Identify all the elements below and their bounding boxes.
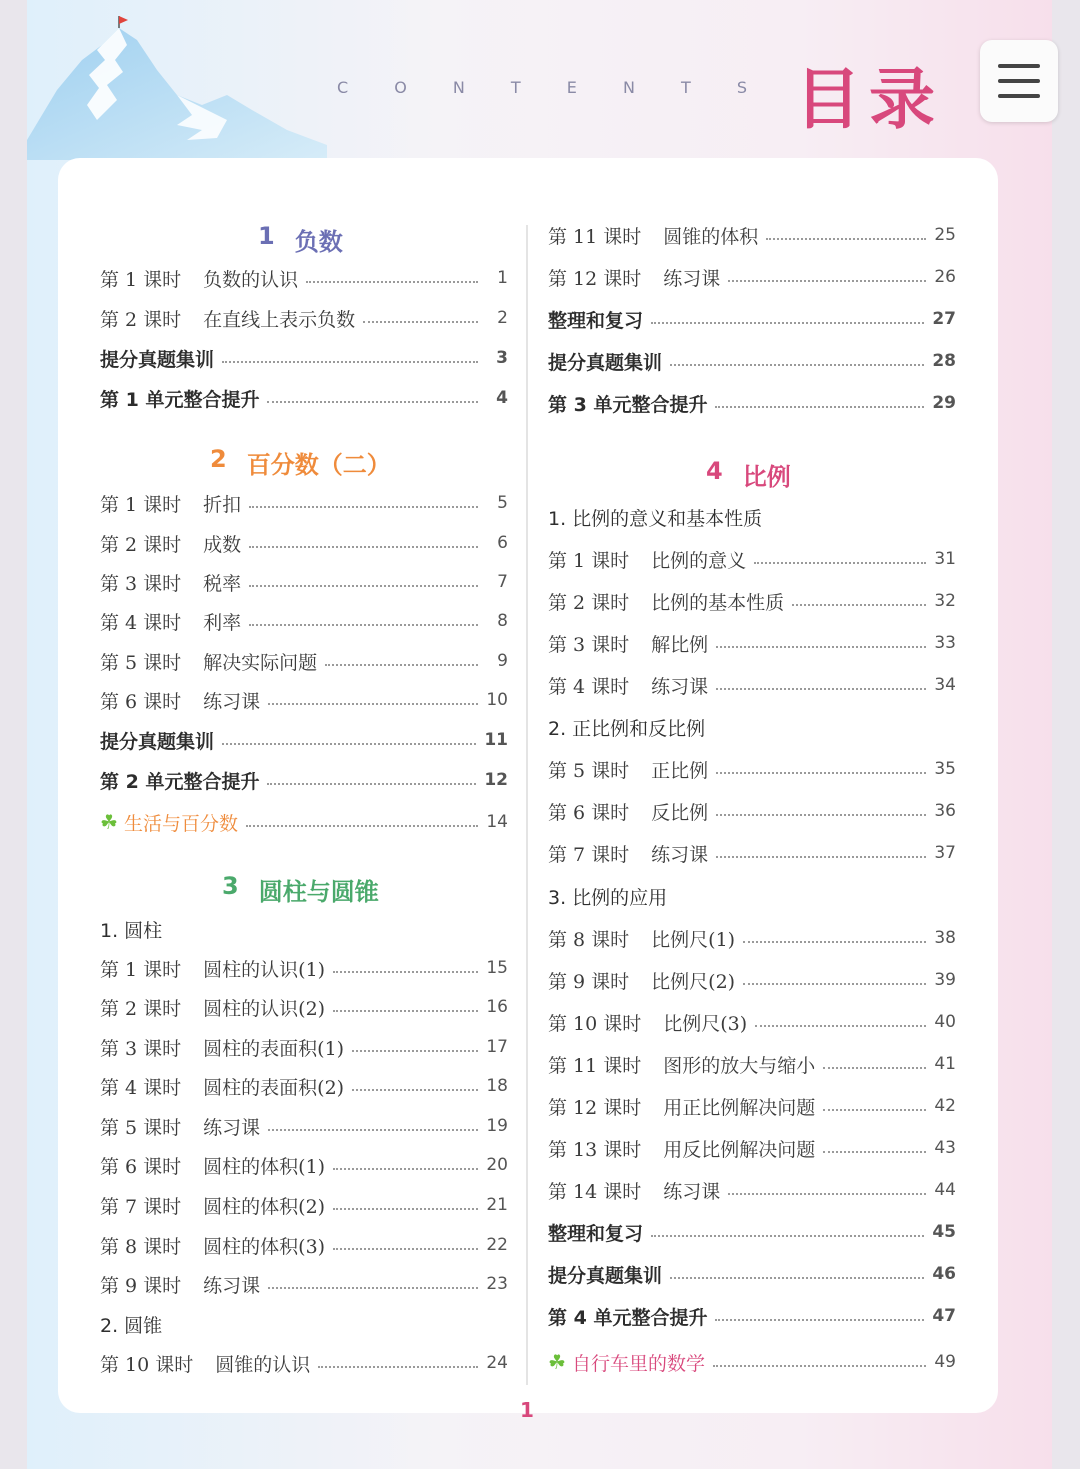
contents-letter: E xyxy=(566,78,577,97)
subsection-heading: 1. 圆柱 xyxy=(100,920,163,942)
toc-entry-page: 33 xyxy=(934,633,956,653)
toc-entry[interactable] xyxy=(100,1232,508,1258)
toc-entry-page: 39 xyxy=(934,970,956,990)
toc-entry-label: 第 3 课时 xyxy=(548,633,630,656)
toc-entry[interactable] xyxy=(548,1219,956,1245)
toc-entry[interactable] xyxy=(100,385,508,411)
toc-entry-title: 成数 xyxy=(203,533,242,556)
toc-entry[interactable] xyxy=(100,955,508,981)
toc-entry-page: 41 xyxy=(934,1054,956,1074)
toc-entry-title: 比例尺(3) xyxy=(663,1012,748,1035)
toc-entry[interactable] xyxy=(548,1261,956,1287)
toc-entry-title: 练习课 xyxy=(651,843,709,866)
toc-entry-label: 第 12 课时 xyxy=(548,1096,642,1119)
toc-entry-page: 17 xyxy=(486,1037,508,1057)
dot-leader xyxy=(728,280,926,282)
sprout-icon: ☘ xyxy=(100,810,118,834)
dot-leader xyxy=(766,238,926,240)
toc-entry-title: 圆锥的认识 xyxy=(215,1353,311,1376)
toc-entry[interactable] xyxy=(548,1093,956,1119)
toc-entry[interactable] xyxy=(548,222,956,248)
contents-letter: N xyxy=(452,78,465,97)
dot-leader xyxy=(728,1193,926,1195)
toc-entry-page: 16 xyxy=(486,997,508,1017)
toc-entry[interactable] xyxy=(548,1349,956,1375)
toc-entry-title: 比例的意义 xyxy=(651,549,747,572)
dot-leader xyxy=(716,646,926,648)
toc-entry-label: 第 4 课时 xyxy=(100,1076,182,1099)
dot-leader xyxy=(352,1050,478,1052)
dot-leader xyxy=(715,1319,924,1321)
toc-entry-page: 22 xyxy=(486,1235,508,1255)
toc-entry-page: 40 xyxy=(934,1012,956,1032)
mountain-illustration xyxy=(27,0,327,160)
contents-letter: O xyxy=(394,78,407,97)
toc-entry-label: 第 6 课时 xyxy=(548,801,630,824)
toc-entry-label: 第 13 课时 xyxy=(548,1138,642,1161)
toc-entry-label: 第 7 课时 xyxy=(100,1195,182,1218)
toc-entry-label: 生活与百分数 xyxy=(123,812,238,835)
toc-entry-page: 11 xyxy=(484,730,508,750)
unit-name: 圆柱与圆锥 xyxy=(258,878,379,906)
contents-letters xyxy=(337,78,747,97)
toc-entry-page: 29 xyxy=(932,393,956,413)
toc-entry-page: 4 xyxy=(496,388,508,408)
toc-entry[interactable] xyxy=(100,1152,508,1178)
toc-entry-label: 第 11 课时 xyxy=(548,1054,642,1077)
unit-number: 2 xyxy=(210,445,227,473)
toc-entry-label: 第 10 课时 xyxy=(548,1012,642,1035)
dot-leader xyxy=(792,604,926,606)
toc-entry-page: 37 xyxy=(934,843,956,863)
page-number: 1 xyxy=(520,1398,534,1422)
hamburger-menu-icon[interactable] xyxy=(980,40,1058,122)
toc-entry-page: 5 xyxy=(497,493,508,513)
contents-letter: S xyxy=(736,78,747,97)
toc-entry-title: 用反比例解决问题 xyxy=(663,1138,816,1161)
toc-entry-label: 第 4 课时 xyxy=(100,611,182,634)
toc-entry-page: 26 xyxy=(934,267,956,287)
toc-entry[interactable] xyxy=(548,630,956,656)
toc-entry-page: 38 xyxy=(934,928,956,948)
toc-entry[interactable] xyxy=(548,840,956,866)
toc-entry-page: 32 xyxy=(934,591,956,611)
toc-entry-label: 提分真题集训 xyxy=(100,348,215,371)
toc-entry-label: 第 8 课时 xyxy=(548,928,630,951)
dot-leader xyxy=(249,624,478,626)
toc-entry-title: 图形的放大与缩小 xyxy=(663,1054,816,1077)
dot-leader xyxy=(249,585,478,587)
toc-entry-page: 35 xyxy=(934,759,956,779)
toc-entry[interactable] xyxy=(548,588,956,614)
toc-entry-title: 圆柱的体积(2) xyxy=(203,1195,326,1218)
toc-entry-label: 第 7 课时 xyxy=(548,843,630,866)
toc-entry-page: 3 xyxy=(496,348,508,368)
toc-entry-page: 10 xyxy=(486,690,508,710)
toc-entry-label: 第 3 课时 xyxy=(100,572,182,595)
unit-number: 1 xyxy=(258,222,275,250)
dot-leader xyxy=(651,322,924,324)
toc-entry-page: 43 xyxy=(934,1138,956,1158)
dot-leader xyxy=(268,703,478,705)
toc-entry[interactable] xyxy=(100,994,508,1020)
toc-entry[interactable] xyxy=(100,490,508,516)
toc-entry-page: 1 xyxy=(497,268,508,288)
toc-entry-label: 第 6 课时 xyxy=(100,1155,182,1178)
toc-entry[interactable] xyxy=(100,648,508,674)
dot-leader xyxy=(333,1248,478,1250)
toc-entry-label: 第 9 课时 xyxy=(548,970,630,993)
toc-entry-label: 第 2 课时 xyxy=(100,997,182,1020)
contents-letter: N xyxy=(622,78,635,97)
contents-letter: C xyxy=(337,78,349,97)
dot-leader xyxy=(246,825,478,827)
toc-entry-label: 提分真题集训 xyxy=(548,351,663,374)
unit-heading-2 xyxy=(210,445,391,480)
dot-leader xyxy=(363,321,478,323)
toc-entry-label: 第 2 单元整合提升 xyxy=(100,770,260,793)
dot-leader xyxy=(823,1151,926,1153)
toc-entry-label: 第 12 课时 xyxy=(548,267,642,290)
toc-entry-page: 34 xyxy=(934,675,956,695)
toc-entry-page: 8 xyxy=(497,611,508,631)
toc-entry-title: 练习课 xyxy=(663,1180,721,1203)
toc-entry-label: 第 1 课时 xyxy=(100,493,182,516)
dot-leader xyxy=(716,814,926,816)
toc-entry[interactable] xyxy=(100,809,508,835)
toc-entry-label: 第 5 课时 xyxy=(100,651,182,674)
toc-entry-page: 2 xyxy=(497,308,508,328)
dot-leader xyxy=(268,1129,478,1131)
toc-entry[interactable] xyxy=(100,345,508,371)
toc-entry-page: 18 xyxy=(486,1076,508,1096)
toc-entry-page: 44 xyxy=(934,1180,956,1200)
toc-entry-page: 25 xyxy=(934,225,956,245)
dot-leader xyxy=(325,664,478,666)
toc-entry-title: 练习课 xyxy=(663,267,721,290)
toc-entry[interactable] xyxy=(548,1051,956,1077)
page-title: 目录 xyxy=(795,61,943,138)
unit-heading-3 xyxy=(222,872,379,907)
toc-entry-page: 49 xyxy=(934,1352,956,1372)
toc-entry-page: 6 xyxy=(497,533,508,553)
dot-leader xyxy=(651,1235,924,1237)
dot-leader xyxy=(715,406,924,408)
toc-entry[interactable] xyxy=(100,265,508,291)
toc-entry-page: 24 xyxy=(486,1353,508,1373)
toc-entry-title: 比例尺(1) xyxy=(651,928,736,951)
toc-entry[interactable] xyxy=(100,1192,508,1218)
dot-leader xyxy=(249,546,478,548)
toc-entry-page: 27 xyxy=(932,309,956,329)
toc-entry-title: 用正比例解决问题 xyxy=(663,1096,816,1119)
toc-entry[interactable] xyxy=(100,1350,508,1376)
toc-entry-label: 第 1 课时 xyxy=(100,268,182,291)
toc-entry-label: 整理和复习 xyxy=(548,1222,644,1245)
toc-entry-label: 第 3 课时 xyxy=(100,1037,182,1060)
toc-entry-title: 折扣 xyxy=(203,493,242,516)
toc-entry[interactable] xyxy=(548,756,956,782)
toc-entry-title: 比例尺(2) xyxy=(651,970,736,993)
toc-entry-title: 解比例 xyxy=(651,633,709,656)
dot-leader xyxy=(755,1025,926,1027)
toc-entry-title: 圆柱的表面积(2) xyxy=(203,1076,345,1099)
toc-entry-title: 反比例 xyxy=(651,801,709,824)
toc-entry[interactable] xyxy=(100,1073,508,1099)
unit-name: 负数 xyxy=(294,228,343,256)
toc-entry-title: 在直线上表示负数 xyxy=(203,308,356,331)
dot-leader xyxy=(333,971,478,973)
toc-entry[interactable] xyxy=(100,305,508,331)
dot-leader xyxy=(267,783,476,785)
toc-entry-page: 36 xyxy=(934,801,956,821)
toc-entry[interactable] xyxy=(100,608,508,634)
toc-entry-title: 圆柱的认识(2) xyxy=(203,997,326,1020)
toc-entry[interactable] xyxy=(548,390,956,416)
toc-entry[interactable] xyxy=(548,925,956,951)
toc-entry-page: 23 xyxy=(486,1274,508,1294)
dot-leader xyxy=(333,1010,478,1012)
toc-entry-page: 46 xyxy=(932,1264,956,1284)
toc-entry-page: 15 xyxy=(486,958,508,978)
toc-entry-title: 练习课 xyxy=(203,690,261,713)
dot-leader xyxy=(222,361,478,363)
toc-entry-label: 第 11 课时 xyxy=(548,225,642,248)
toc-entry-label: 第 9 课时 xyxy=(100,1274,182,1297)
toc-entry-title: 练习课 xyxy=(203,1274,261,1297)
subsection-heading: 2. 正比例和反比例 xyxy=(548,718,706,740)
toc-entry-title: 圆锥的体积 xyxy=(663,225,759,248)
contents-letter: T xyxy=(680,78,691,97)
column-divider xyxy=(526,225,528,1385)
toc-entry-label: 提分真题集训 xyxy=(100,730,215,753)
toc-entry-label: 第 4 课时 xyxy=(548,675,630,698)
dot-leader xyxy=(823,1067,926,1069)
toc-entry[interactable] xyxy=(548,348,956,374)
unit-heading-4 xyxy=(706,457,791,492)
toc-entry-page: 9 xyxy=(497,651,508,671)
toc-entry[interactable] xyxy=(548,1135,956,1161)
toc-entry-label: 第 4 单元整合提升 xyxy=(548,1306,708,1329)
toc-entry[interactable] xyxy=(100,767,508,793)
dot-leader xyxy=(670,1277,924,1279)
dot-leader xyxy=(716,856,926,858)
toc-entry-page: 31 xyxy=(934,549,956,569)
toc-entry-label: 第 1 课时 xyxy=(100,958,182,981)
toc-entry-label: 第 10 课时 xyxy=(100,1353,194,1376)
toc-entry-page: 47 xyxy=(932,1306,956,1326)
toc-entry-label: 第 3 单元整合提升 xyxy=(548,393,708,416)
toc-entry-label: 第 1 课时 xyxy=(548,549,630,572)
dot-leader xyxy=(267,401,478,403)
unit-name: 比例 xyxy=(742,463,791,491)
dot-leader xyxy=(352,1089,478,1091)
toc-entry[interactable] xyxy=(100,727,508,753)
unit-number: 3 xyxy=(222,872,239,900)
toc-entry-page: 14 xyxy=(486,812,508,832)
toc-entry-title: 练习课 xyxy=(651,675,709,698)
subsection-heading: 3. 比例的应用 xyxy=(548,887,668,909)
toc-entry-page: 45 xyxy=(932,1222,956,1242)
toc-entry-label: 自行车里的数学 xyxy=(571,1352,705,1375)
toc-entry-title: 圆柱的认识(1) xyxy=(203,958,326,981)
dot-leader xyxy=(333,1208,478,1210)
toc-entry[interactable] xyxy=(548,1009,956,1035)
toc-entry[interactable] xyxy=(548,546,956,572)
dot-leader xyxy=(268,1287,478,1289)
toc-entry[interactable] xyxy=(548,1177,956,1203)
toc-entry-label: 第 1 单元整合提升 xyxy=(100,388,260,411)
unit-number: 4 xyxy=(706,457,723,485)
toc-entry-title: 圆柱的体积(1) xyxy=(203,1155,326,1178)
dot-leader xyxy=(743,941,926,943)
toc-entry-title: 税率 xyxy=(203,572,242,595)
toc-entry-label: 整理和复习 xyxy=(548,309,644,332)
toc-entry-title: 正比例 xyxy=(651,759,709,782)
dot-leader xyxy=(333,1168,478,1170)
toc-entry-label: 第 2 课时 xyxy=(548,591,630,614)
toc-entry-page: 19 xyxy=(486,1116,508,1136)
toc-entry-title: 比例的基本性质 xyxy=(651,591,785,614)
toc-entry[interactable] xyxy=(548,798,956,824)
toc-entry[interactable] xyxy=(100,1113,508,1139)
toc-entry[interactable] xyxy=(548,306,956,332)
toc-entry-label: 第 2 课时 xyxy=(100,308,182,331)
sprout-icon: ☘ xyxy=(548,1350,566,1374)
subsection-heading: 2. 圆锥 xyxy=(100,1315,163,1337)
dot-leader xyxy=(716,688,926,690)
toc-entry-label: 第 5 课时 xyxy=(100,1116,182,1139)
toc-entry-page: 20 xyxy=(486,1155,508,1175)
toc-entry-page: 21 xyxy=(486,1195,508,1215)
unit-heading-1 xyxy=(258,222,343,257)
unit-name: 百分数（二） xyxy=(246,451,391,479)
toc-entry-label: 提分真题集训 xyxy=(548,1264,663,1287)
dot-leader xyxy=(318,1366,478,1368)
toc-entry-page: 28 xyxy=(932,351,956,371)
toc-entry[interactable] xyxy=(100,1271,508,1297)
toc-entry[interactable] xyxy=(100,569,508,595)
toc-entry[interactable] xyxy=(100,1034,508,1060)
toc-entry-title: 负数的认识 xyxy=(203,268,299,291)
contents-letter: T xyxy=(510,78,521,97)
toc-entry-label: 第 8 课时 xyxy=(100,1235,182,1258)
dot-leader xyxy=(306,281,478,283)
toc-entry-title: 圆柱的体积(3) xyxy=(203,1235,326,1258)
dot-leader xyxy=(823,1109,926,1111)
toc-entry-title: 利率 xyxy=(203,611,242,634)
dot-leader xyxy=(222,743,476,745)
dot-leader xyxy=(716,772,926,774)
toc-entry-page: 12 xyxy=(484,770,508,790)
dot-leader xyxy=(670,364,924,366)
toc-entry[interactable] xyxy=(548,1303,956,1329)
toc-entry-title: 练习课 xyxy=(203,1116,261,1139)
toc-entry-label: 第 6 课时 xyxy=(100,690,182,713)
dot-leader xyxy=(249,506,478,508)
toc-entry[interactable] xyxy=(548,672,956,698)
dot-leader xyxy=(713,1365,926,1367)
toc-entry[interactable] xyxy=(548,264,956,290)
dot-leader xyxy=(754,562,926,564)
toc-entry-page: 42 xyxy=(934,1096,956,1116)
subsection-heading: 1. 比例的意义和基本性质 xyxy=(548,508,763,530)
toc-entry[interactable] xyxy=(100,687,508,713)
toc-entry[interactable] xyxy=(548,967,956,993)
toc-entry-title: 圆柱的表面积(1) xyxy=(203,1037,345,1060)
toc-entry-label: 第 14 课时 xyxy=(548,1180,642,1203)
toc-entry-title: 解决实际问题 xyxy=(203,651,318,674)
toc-entry[interactable] xyxy=(100,530,508,556)
toc-entry-label: 第 2 课时 xyxy=(100,533,182,556)
dot-leader xyxy=(743,983,926,985)
toc-entry-label: 第 5 课时 xyxy=(548,759,630,782)
toc-entry-page: 7 xyxy=(497,572,508,592)
